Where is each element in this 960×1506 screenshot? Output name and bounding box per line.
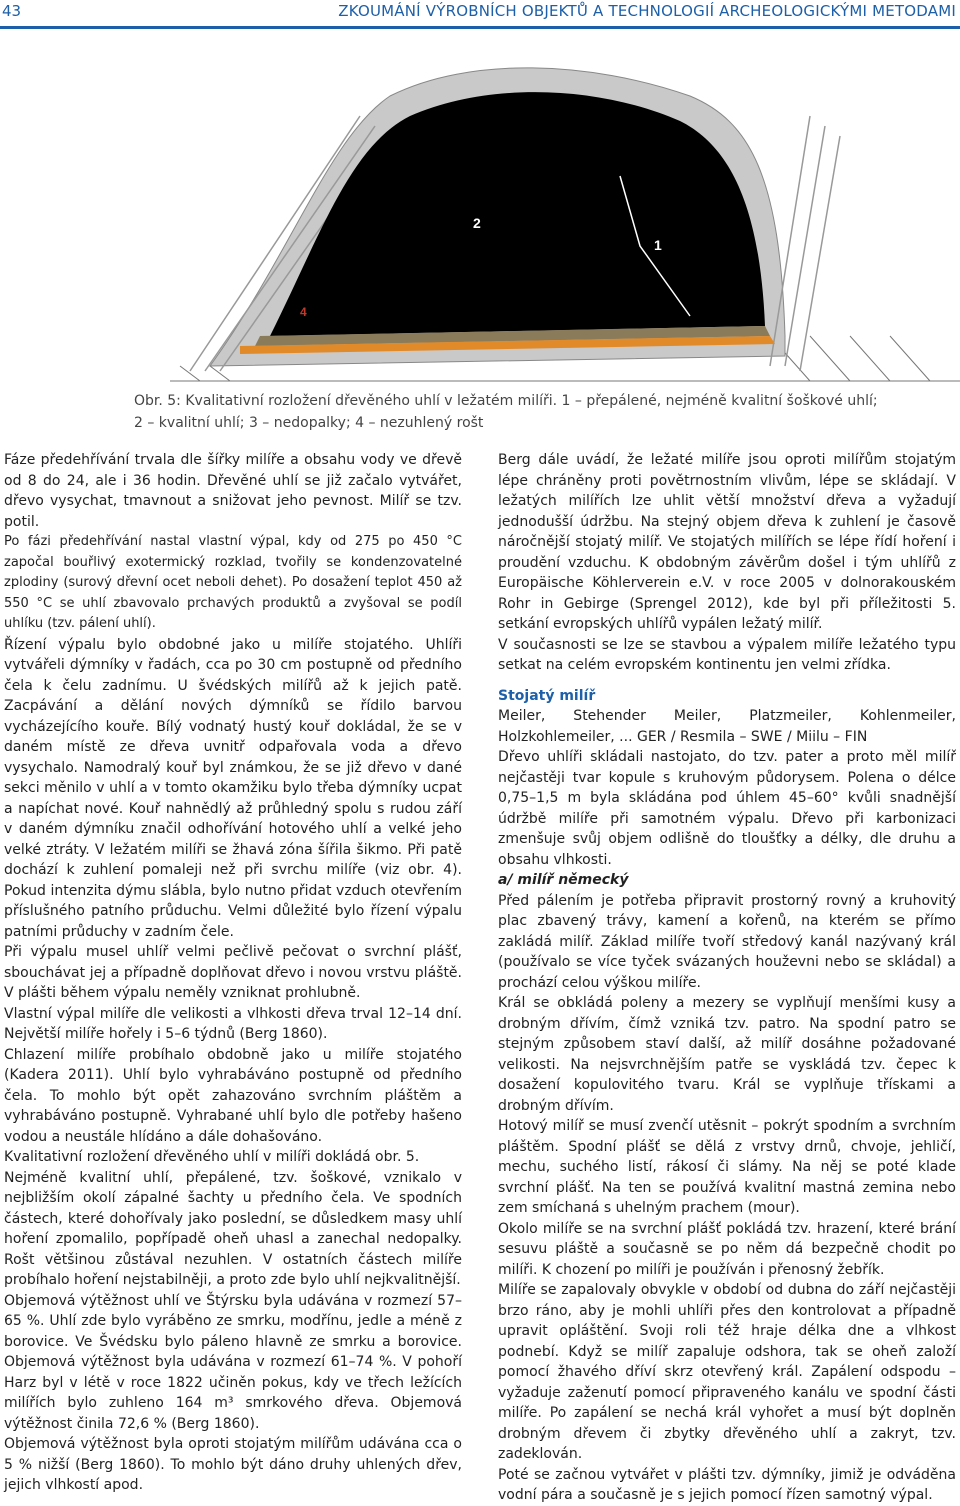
paragraph: Při výpalu musel uhlíř velmi pečlivě pečovat o svrchní plášť, sbouchávat jej a případně doplňovat dřevo i novou vrstvu pláště. V plášti během výpalu neměly vzniknat prohlubně. [4, 944, 462, 1001]
kiln-cross-section-drawing [170, 36, 960, 386]
paragraph: Berg dále uvádí, že ležaté milíře jsou oproti milířům stojatým lépe chráněny proti povětrnostním vlivům, lépe se skládají. V ležatých milířích lze uhlit větší množství dřeva a vyžadují jednodušší údržbu. Na stejný objem dřeva k zuhlení je časově náročnější stojatý milíř. Ve stojatých milířích se lépe řídí hoření i proudění vzduchu. K obdobným závěrům došel i tým uhlířů z Europäische Köhlerverein e.V. v roce 2005 v dolnorakouském Rohr in Gebirge (Sprengel 2012), kde byl při příležitosti 5. setkání evropských uhlířů vypálen ležatý milíř. [498, 452, 956, 632]
paragraph: Nejméně kvalitní uhlí, přepálené, tzv. šoškové, vznikalo v nejbližším okolí zápalné šachty u předního čela. Ve spodních částech, které dohořívaly jako poslední, se důsledkem masy uhlí hoření zpomalilo, popřípadě oheň uhasl a zanechal nedopalky. Rošt většinou zůstával nezuhlen. V ostatních částech milíře probíhalo hoření nejstabilněji, a proto zde bylo uhlí nejkvalitnější. [4, 1169, 462, 1288]
paragraph: Chlazení milíře probíhalo obdobně jako u milíře stojatého (Kadera 2011). Uhlí bylo vyhrabáváno postupně od předního čela. To mohlo být opět zahazováno svrchním pláštěm a vyhrabáváno postupně. Vyhrabané uhlí bylo dle potřeby hašeno vodou a neustále hlídáno a dále dohašováno. [4, 1046, 462, 1145]
paragraph: Po fázi předehřívání nastal vlastní výpal, kdy od 275 po 450 °C započal bouřlivý exotermický rozklad, tvořily se kondenzovatelné zplodiny (surový dřevní ocet neboli dehet). Po dosažení teplot 450 až 550 °C se uhlí zbavovalo prchavých produktů a zvyšoval se podíl uhlíku (tzv. pálení uhlí). [4, 534, 462, 631]
charcoal-kiln-figure [170, 36, 960, 386]
label-4: 4 [300, 305, 307, 319]
label-1: 1 [654, 237, 662, 253]
paragraph: Před pálením je potřeba připravit prostorný rovný a kruhovitý plac zbavený trávy, kamení a kořenů, na kterém se přímo zakládá milíř. Základ milíře tvoří středový kanál nazývaný král (používalo se více tyček svázaných houževni nebo se skládal) a prochází celou výškou milíře. [498, 892, 956, 991]
running-title: ZKOUMÁNÍ VÝROBNÍCH OBJEKTŮ A TECHNOLOGIÍ ARCHEOLOGICKÝMI METODAMI [338, 2, 956, 20]
paragraph: Milíře se zapalovaly obvykle v období od dubna do září nejčastěji brzo ráno, aby je mohli uhlíři přes den kontrolovat a případně upravit opláštění. Svoji roli též hraje délka dne a vlhkost podnebí. Když se milíř zapaluje odshora, tak se oheň založí pomocí žhavého dříví skrz otevřený král. Zapálení odspodu – vyžaduje zaženutí pomocí připraveného kanálu ve spodní části milíře. Po zapálení se nechá král vyhořet a musí být doplněn drobným dřevem či zbytky dřevěného uhlí a zakryt, tzv. zadeklován. [498, 1282, 956, 1462]
paragraph: V současnosti se lze se stavbou a výpalem milíře ležatého typu setkat na celém evropském kontinentu jen velmi zřídka. [498, 636, 956, 673]
paragraph: Objemová výtěžnost uhlí ve Štýrsku byla udávána v rozmezí 57–65 %. Uhlí zde bylo vyráběno ze smrku, modřínu, jedle a méně z borovice. Ve Švédsku bylo páleno hlavně ze smrku a borovice. Objemová výtěžnost byla udávána v rozmezí 61–74 %. V pohoří Harz byl v létě v roce 1822 učiněn pokus, kdy ve třech ležících milířích bylo zuhleno 164 m³ smrkového dřeva. Objemová výtěžnost činila 72,6 % (Berg 1860). [4, 1292, 462, 1432]
synonyms: Meiler, Stehender Meiler, Platzmeiler, Kohlenmeiler, Holzkohlemeiler, ... GER / Resmila – SWE / Miilu – FIN [498, 708, 956, 745]
label-2: 2 [473, 215, 481, 231]
section-heading: Stojatý milíř [498, 687, 596, 704]
paragraph: Fáze předehřívání trvala dle šířky milíře a obsahu vody ve dřevě od 8 do 24, ale i 36 hodin. Dřevěné uhlí se již začalo vytvářet, dřevo vysychat, tmavnout a snižovat jeho pevnost. Milíř se tzv. potil. [4, 452, 462, 530]
subheading: a/ milíř německý [498, 872, 629, 888]
paragraph: Objemová výtěžnost byla oproti stojatým milířům udávána cca o 5 % nižší (Berg 1860). To mohlo být dáno druhy uhlených dřev, jejich vlhkostí apod. [4, 1436, 462, 1493]
paragraph: Kvalitativní rozložení dřevěného uhlí v milíři dokládá obr. 5. [4, 1149, 420, 1165]
paragraph: Poté se začnou vytvářet v plášti tzv. dýmníky, jimiž je odváděna vodní pára a současně je s jejich pomocí řízen samotný výpal. [498, 1466, 956, 1503]
left-column [4, 450, 462, 1496]
page-number: 43 [2, 2, 22, 20]
paragraph: Vlastní výpal milíře dle velikosti a vlhkosti dřeva trval 12–14 dní. Největší milíře hořely i 5–6 týdnů (Berg 1860). [4, 1005, 462, 1042]
page-header [0, 0, 960, 29]
paragraph: Řízení výpalu bylo obdobné jako u milíře stojatého. Uhlíři vytvářeli dýmníky v řadách, cca po 30 cm postupně od předního čela k čelu zadnímu. U švédských milířů až k jejich patě. Zacpávání a dělání nových dýmníků se řídilo barvou vycházejícího kouře. Bílý vodnatý hustý kouř dokládal, že se v daném místě ze dřeva uvnitř odpařovala voda a dřevo vysychalo. Namodralý kouř byl známkou, že se již dřevo v dané sekci měnilo v uhlí a v tomto okamžiku bylo třeba dýmníky ucpat a napíchat nové. Kouř nahnědlý až průhledný spolu s rudou září v daném dýmníku značil odhořívání hotového uhlí a velké jeho velké ztráty. V ležatém milíři se žhavá zóna šířila šikmo. Při patě dochází k zuhlení pomaleji než při svrchu milíře (viz obr. 4). Pokud intenzita dýmu slábla, bylo nutno přidat vzduch otevřením příslušného patního průduchu. Velmi důležité bylo řízení výpalu patními průduchy v zadním čele. [4, 636, 462, 940]
charcoal-body [270, 92, 765, 336]
paragraph: Hotový milíř se musí zvenčí utěsnit – pokrýt spodním a svrchním pláštěm. Spodní plášť se dělá z vrstvy drnů, chvoje, jehličí, mechu, suchého listí, rákosí či slámy. Na něj se poté klade svrchní plášť. Na ten se používá kvalitní mastná zemina nebo zem smíchaná s uhelným prachem (mour). [498, 1118, 956, 1216]
paragraph: Král se obkládá poleny a mezery se vyplňují menšími kusy a drobným dřívím, čímž vzniká tzv. patro. Na spodní patro se stejným způsobem staví další, až milíř dosáhne požadované velikosti. Na nejsvrchnějším patře se vyskládá tzv. čepec k dosažení kopulovitého tvaru. Král se vyplňuje třískami a drobným dřívím. [498, 995, 956, 1114]
right-column [498, 450, 956, 1506]
figure-caption: Obr. 5: Kvalitativní rozložení dřevěného uhlí v ležatém milíři. 1 – přepálené, nejméně kvalitní šoškové uhlí; 2 – kvalitní uhlí; 3 – nedopalky; 4 – nezuhlený rošt [134, 393, 878, 431]
paragraph: Okolo milíře se na svrchní plášť pokládá tzv. hrazení, které brání sesuvu pláště a současně se po něm dá bezpečně chodit po milíři. K chození po milíři je používán i přenosný žebřík. [498, 1220, 956, 1278]
paragraph: Dřevo uhlíři skládali nastojato, do tzv. pater a proto měl milíř nejčastěji tvar kopule s kruhovým půdorysem. Polena o délce 0,75–1,5 m byla skládána pod úhlem 45–60° kvůli snadnější údržbě milíře při samotném výpalu. Dřevo při karbonizaci zmenšuje svůj objem odlišně do tloušťky a délky, dle druhu a obsahu vlhkosti. [498, 749, 956, 868]
label-3: 3 [325, 292, 332, 306]
